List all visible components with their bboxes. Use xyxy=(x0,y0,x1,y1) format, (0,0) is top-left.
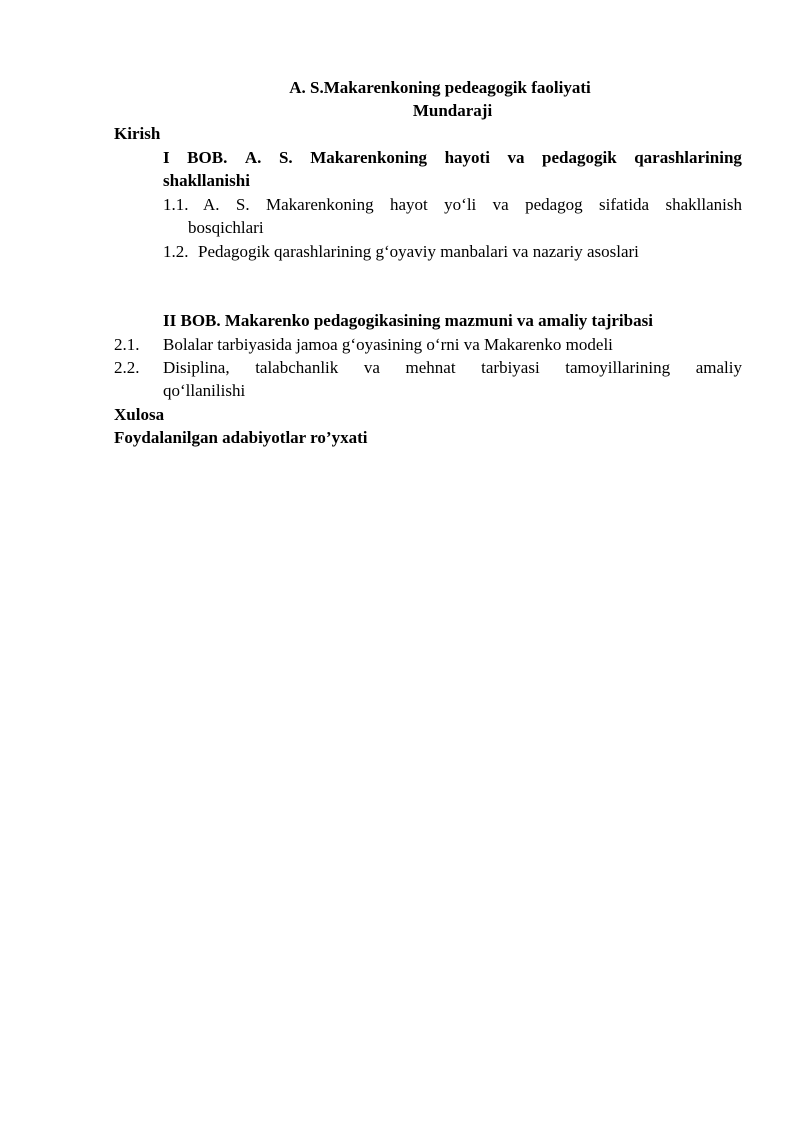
toc-references: Foydalanilgan adabiyotlar ro’yxati xyxy=(114,428,368,447)
word: mehnat xyxy=(405,358,456,377)
word: S. xyxy=(235,195,250,214)
word: A. xyxy=(244,148,262,167)
toc-heading: Mundaraji xyxy=(412,101,493,120)
word: S. xyxy=(278,148,293,167)
toc-item-number: 1.1. xyxy=(163,195,189,214)
toc-item-2-1: Bolalar tarbiyasida jamoa g‘oyasining o‘rni va Makarenko modeli xyxy=(163,335,613,354)
toc-conclusion: Xulosa xyxy=(114,405,165,424)
word: va xyxy=(492,195,509,214)
word: talabchanlik xyxy=(255,358,339,377)
chapter2-title: II BOB. Makarenko pedagogikasining mazmuni va amaliy tajribasi xyxy=(163,311,653,330)
toc-item-number: 2.2. xyxy=(114,358,140,377)
toc-intro: Kirish xyxy=(114,124,161,143)
word: tarbiyasi xyxy=(481,358,540,377)
document-title: A. S.Makarenkoning pedeagogik faoliyati xyxy=(289,78,591,97)
toc-item-number: 1.2. xyxy=(163,242,189,261)
word: hayot xyxy=(390,195,428,214)
toc-item-1-1-line1 xyxy=(203,193,742,216)
toc-item-2-2-line2: qo‘llanilishi xyxy=(163,381,246,400)
word: va xyxy=(363,358,380,377)
toc-item-1-2: Pedagogik qarashlarining g‘oyaviy manbalari va nazariy asoslari xyxy=(198,242,639,261)
toc-item-1-1-line2: bosqichlari xyxy=(188,218,264,237)
word: pedagog xyxy=(525,195,583,214)
word: sifatida xyxy=(599,195,650,214)
word: BOB. xyxy=(187,148,228,167)
word: amaliy xyxy=(695,358,742,377)
word: Disiplina, xyxy=(163,358,230,377)
toc-item-2-2-line1 xyxy=(163,356,742,379)
word: hayoti xyxy=(444,148,490,167)
chapter1-title-line1 xyxy=(163,146,742,169)
toc-item-number: 2.1. xyxy=(114,335,140,354)
chapter1-title-line2: shakllanishi xyxy=(163,171,250,190)
word: A. xyxy=(203,195,220,214)
word: Makarenkoning xyxy=(266,195,374,214)
word: I xyxy=(163,148,170,167)
word: Makarenkoning xyxy=(310,148,428,167)
word: pedagogik xyxy=(542,148,617,167)
word: tamoyillarining xyxy=(565,358,671,377)
word: shakllanish xyxy=(665,195,742,214)
word: va xyxy=(507,148,525,167)
word: yo‘li xyxy=(444,195,477,214)
word: qarashlarining xyxy=(634,148,742,167)
